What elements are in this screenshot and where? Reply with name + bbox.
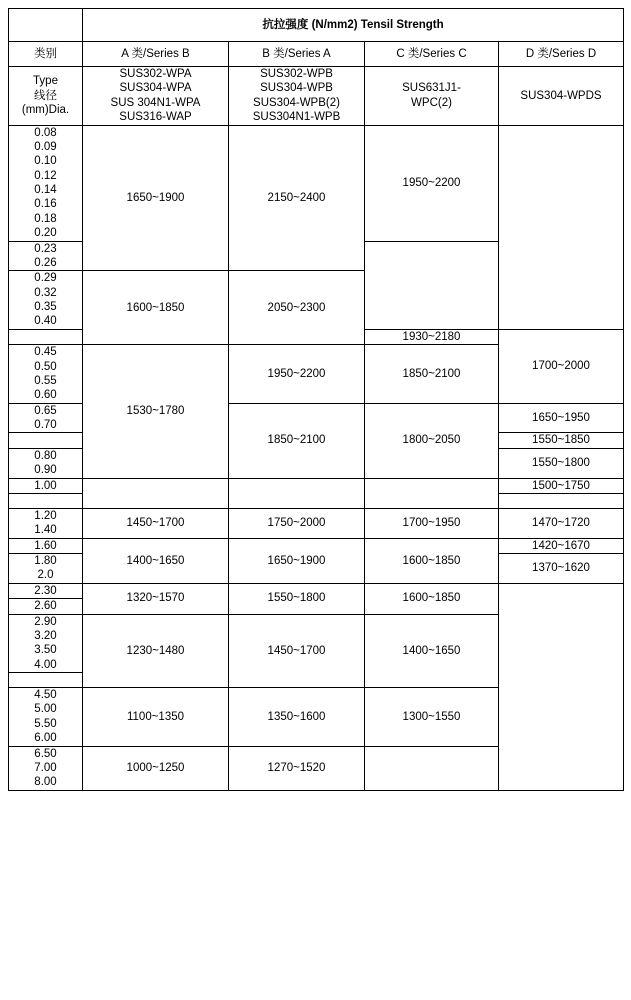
- type-item: SUS304-WPDS: [520, 89, 602, 102]
- value-b1: 2150~2400: [229, 125, 365, 271]
- dia-value: 4.00: [34, 658, 57, 671]
- dia-value: 1.60: [34, 539, 57, 552]
- type-list-a: [83, 67, 229, 126]
- value-c-blank-2: [365, 746, 499, 790]
- dia-group-14: [9, 688, 83, 747]
- table-row: [9, 125, 624, 241]
- dia-group-1: [9, 125, 83, 241]
- dia-group-5b: [9, 433, 83, 448]
- dia-value: 0.90: [34, 464, 57, 477]
- series-header-c: C 类/Series C: [365, 42, 499, 67]
- dia-value: 0.45: [34, 346, 57, 359]
- dia-group-4: [9, 345, 83, 404]
- value-d-blank-3: [499, 583, 624, 790]
- dia-group-3-spacer: [9, 329, 83, 344]
- dia-value: 0.09: [34, 140, 57, 153]
- dia-value: 3.50: [34, 644, 57, 657]
- type-row: [9, 67, 624, 126]
- value-b5: 1750~2000: [229, 508, 365, 538]
- dia-value: 0.55: [34, 374, 57, 387]
- series-header-d: D 类/Series D: [499, 42, 624, 67]
- value-c8: 1400~1650: [365, 614, 499, 688]
- dia-value: 2.30: [34, 584, 57, 597]
- series-header-a: A 类/Series B: [83, 42, 229, 67]
- value-a8: 1100~1350: [83, 688, 229, 747]
- type-item: SUS631J1-: [402, 82, 461, 95]
- dia-group-7: [9, 478, 83, 493]
- type-list-b: [229, 67, 365, 126]
- value-a2: 1600~1850: [83, 271, 229, 345]
- series-header-b: B 类/Series A: [229, 42, 365, 67]
- dia-value: 0.29: [34, 272, 57, 285]
- dia-group-15: [9, 746, 83, 790]
- value-a9: 1000~1250: [83, 746, 229, 790]
- value-b4: 1850~2100: [229, 403, 365, 478]
- dia-value: 2.0: [37, 569, 54, 582]
- value-a7: 1230~1480: [83, 614, 229, 688]
- dia-value: 4.50: [34, 689, 57, 701]
- table-corner-blank: [9, 9, 83, 42]
- dia-value: 0.14: [34, 184, 57, 196]
- value-d8: 1370~1620: [499, 554, 624, 584]
- type-item: SUS304-WPA: [119, 82, 192, 95]
- type-item: SUS316-WAP: [119, 111, 192, 124]
- value-c7: 1600~1850: [365, 583, 499, 614]
- value-d4: 1550~1800: [499, 448, 624, 478]
- dia-value: 0.12: [34, 169, 57, 182]
- value-b6: 1650~1900: [229, 538, 365, 583]
- table-title-row: [9, 9, 624, 42]
- dia-value: 0.20: [34, 227, 57, 240]
- value-d7: 1420~1670: [499, 538, 624, 553]
- dia-group-13: [9, 614, 83, 673]
- value-d5: 1500~1750: [499, 478, 624, 493]
- value-a5: 1400~1650: [83, 538, 229, 583]
- dia-value: 1.80: [34, 555, 57, 567]
- value-d-blank-2: [499, 493, 624, 508]
- dia-value: 0.35: [34, 301, 57, 313]
- type-item: SUS302-WPB: [260, 68, 333, 80]
- dia-value: 7.00: [34, 761, 57, 774]
- category-label: 类别: [9, 42, 83, 67]
- dia-group-12: [9, 599, 83, 614]
- dia-value: 0.08: [34, 126, 57, 139]
- type-list-c: [365, 67, 499, 126]
- value-c3: 1850~2100: [365, 345, 499, 404]
- dia-value: 0.18: [34, 212, 57, 225]
- dia-group-blank-2: [9, 673, 83, 688]
- dia-value: 0.80: [34, 449, 57, 462]
- dia-value: 0.60: [34, 389, 57, 402]
- dia-value: 0.23: [34, 242, 57, 255]
- dia-value: 5.00: [34, 703, 57, 716]
- dia-group-8: [9, 508, 83, 538]
- series-header-row: [9, 42, 624, 67]
- dia-group-6: [9, 448, 83, 478]
- tensile-strength-table: [8, 8, 624, 791]
- dia-group-10: [9, 554, 83, 584]
- dia-value: 0.32: [34, 286, 57, 299]
- dia-value: 1.00: [34, 479, 57, 492]
- value-c2: 1930~2180: [365, 329, 499, 344]
- value-a6: 1320~1570: [83, 583, 229, 614]
- dia-value: 0.16: [34, 198, 57, 211]
- value-d2: 1650~1950: [499, 403, 624, 433]
- table-row: [9, 583, 624, 598]
- value-d6: 1470~1720: [499, 508, 624, 538]
- dia-label-cn: 线径: [34, 89, 57, 102]
- value-b9: 1350~1600: [229, 688, 365, 747]
- type-label: Type: [33, 75, 58, 88]
- value-c5: 1700~1950: [365, 508, 499, 538]
- value-b3: 1950~2200: [229, 345, 365, 404]
- dia-value: 0.50: [34, 360, 57, 373]
- value-c6: 1600~1850: [365, 538, 499, 583]
- value-c9: 1300~1550: [365, 688, 499, 747]
- dia-value: 0.10: [34, 155, 57, 168]
- value-b8: 1450~1700: [229, 614, 365, 688]
- dia-group-2: [9, 241, 83, 271]
- dia-value: 0.40: [34, 315, 57, 328]
- value-a4: 1450~1700: [83, 508, 229, 538]
- value-d1: 1700~2000: [499, 329, 624, 403]
- value-c2-top: [365, 241, 499, 329]
- value-a-blank-1: [83, 478, 229, 508]
- value-b7: 1550~1800: [229, 583, 365, 614]
- dia-value: 0.65: [34, 404, 57, 417]
- dia-value: 3.20: [34, 629, 57, 642]
- value-b10: 1270~1520: [229, 746, 365, 790]
- dia-group-5: [9, 403, 83, 433]
- value-b2: 2050~2300: [229, 271, 365, 345]
- type-list-d: [499, 67, 624, 126]
- dia-value: 2.60: [34, 600, 57, 613]
- value-d3: 1550~1850: [499, 433, 624, 448]
- dia-value: 5.50: [34, 717, 57, 730]
- type-item: SUS304-WPB: [260, 82, 333, 95]
- dia-value: 2.90: [34, 615, 57, 628]
- type-dia-label-cell: [9, 67, 83, 126]
- table-row: [9, 508, 624, 538]
- type-item: WPC(2): [411, 96, 452, 109]
- dia-value: 1.20: [34, 509, 57, 522]
- value-c-blank-1: [365, 478, 499, 508]
- value-d-blank-1: [499, 125, 624, 329]
- value-c1: 1950~2200: [365, 125, 499, 241]
- dia-value: 0.70: [34, 419, 57, 431]
- dia-value: 6.50: [34, 747, 57, 760]
- dia-group-blank-1: [9, 493, 83, 508]
- table-title: 抗拉强度 (N/mm2) Tensil Strength: [83, 9, 624, 42]
- table-row: [9, 538, 624, 553]
- value-c4: 1800~2050: [365, 403, 499, 478]
- dia-value: 0.26: [34, 256, 57, 269]
- value-a1: 1650~1900: [83, 125, 229, 271]
- value-a3: 1530~1780: [83, 345, 229, 478]
- dia-group-3: [9, 271, 83, 330]
- dia-group-11: [9, 583, 83, 598]
- type-item: SUS304N1-WPB: [252, 111, 341, 124]
- dia-label-en: (mm)Dia.: [21, 103, 70, 116]
- type-item: SUS304-WPB(2): [253, 96, 340, 109]
- value-b-blank-1: [229, 478, 365, 508]
- table-row: [9, 478, 624, 493]
- type-item: SUS 304N1-WPA: [110, 96, 201, 109]
- dia-value: 6.00: [34, 732, 57, 745]
- dia-group-9: [9, 538, 83, 553]
- dia-value: 8.00: [34, 776, 57, 789]
- type-item: SUS302-WPA: [119, 68, 192, 80]
- dia-value: 1.40: [34, 524, 57, 537]
